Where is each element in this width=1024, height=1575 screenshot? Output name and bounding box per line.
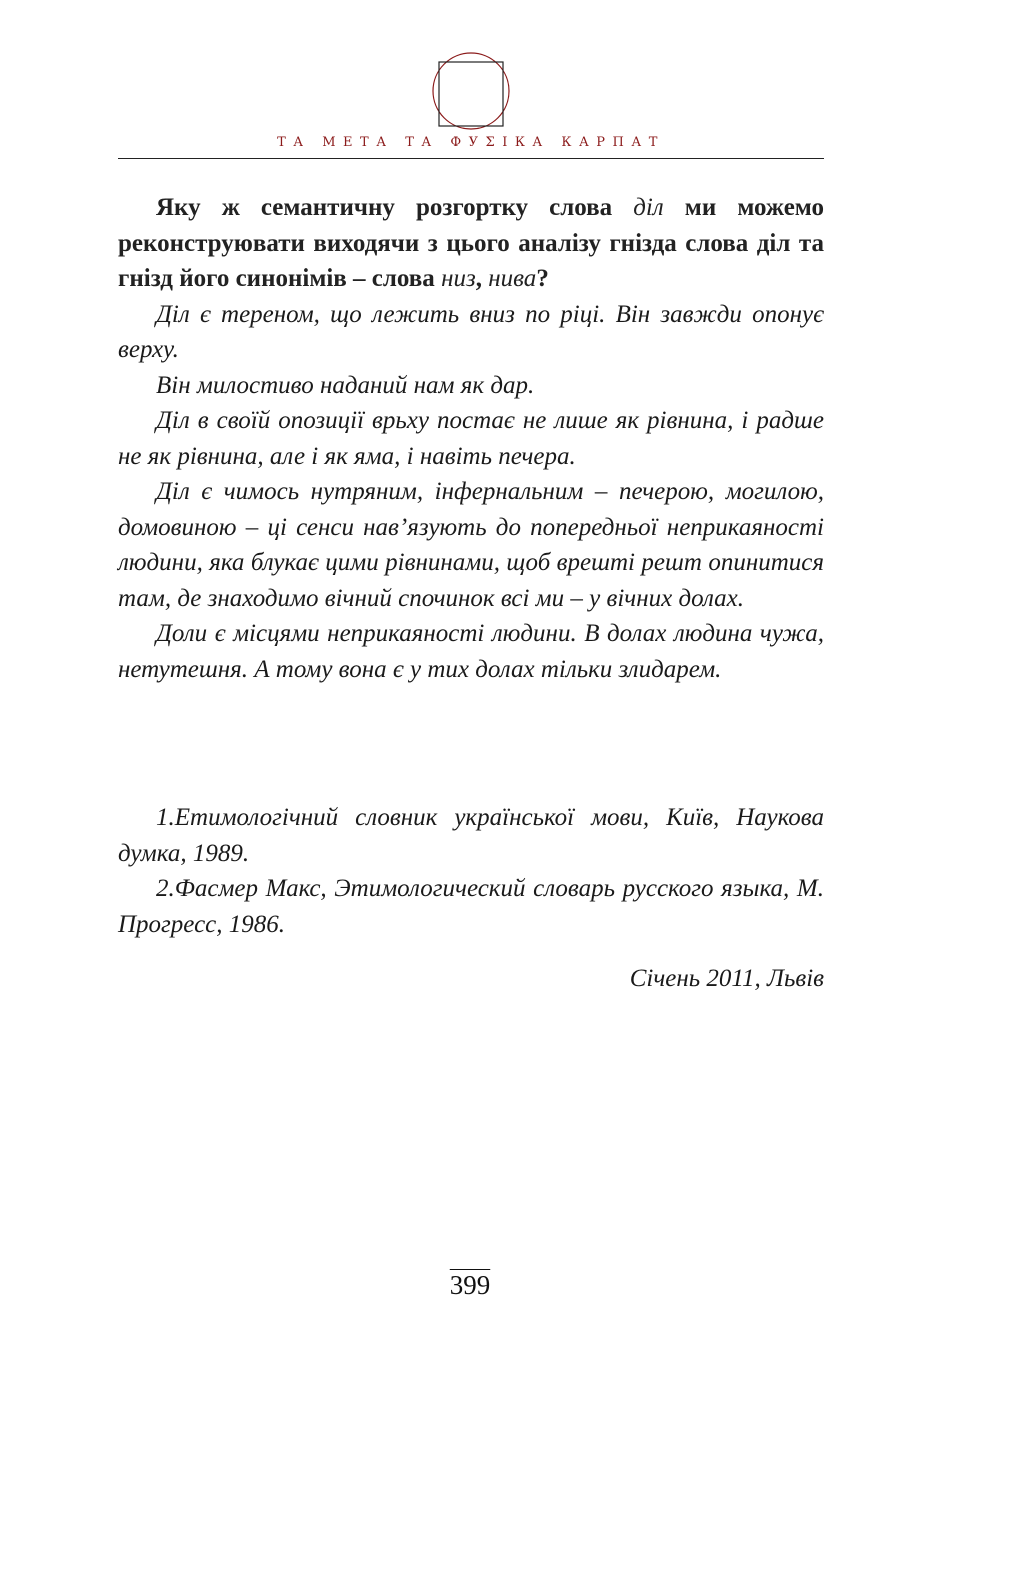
intro-text-4: ? [536,265,549,292]
circle-square-emblem-icon [430,50,512,132]
body-paragraph: Діл в своїй опозиції врьху постає не лише як рівнина, і радше не як рівнина, але і як яма, і навіть печера. [118,407,824,470]
reference-item: 1.Етимологічний словник української мови, Київ, Наукова думка, 1989. [118,804,824,867]
intro-text-2: ми можемо реконструювати виходячи з цього аналізу гнізда слова діл та гнізд його синонімів – слова [118,194,825,292]
body-paragraph: Доли є місцями неприкаяності людини. В долах людина чужа, нетутешня. А тому вона є у тих долах тільки злидарем. [118,620,824,683]
intro-term-dil: діл [633,194,664,221]
page-number: 399 [449,1270,491,1300]
intro-text-1: Яку ж семантичну розгортку слова [156,194,634,221]
date-place-signature: Січень 2011, Львів [629,965,824,992]
body-paragraph: Діл є тереном, що лежить вниз по ріці. Він завжди опонує верху. [118,300,824,363]
header-divider [118,158,824,159]
intro-paragraph [118,190,824,297]
body-text [118,190,824,687]
body-paragraph: Він милостиво наданий нам як дар. [156,371,535,399]
reference-item: 2.Фасмер Макс, Этимологический словарь русского языка, М. Прогресс, 1986. [118,875,824,938]
intro-term-nyz: низ [441,265,476,292]
intro-term-nyva: нива [488,265,537,292]
intro-text-3: , [475,265,489,292]
references-list [118,800,824,942]
running-title: ТА МЕТА ТА ФУΣІКА КАРПАТ [277,135,665,150]
body-paragraph: Діл є чимось нутряним, інфернальним – печерою, могилою, домовиною – ці сенси нав’язують до попередньої неприкаяності людини, яка блукає цими рівнинами, щоб врешті решт опинитися там, де знаходимо вічний спочинок всі ми – у вічних долах. [118,478,824,612]
